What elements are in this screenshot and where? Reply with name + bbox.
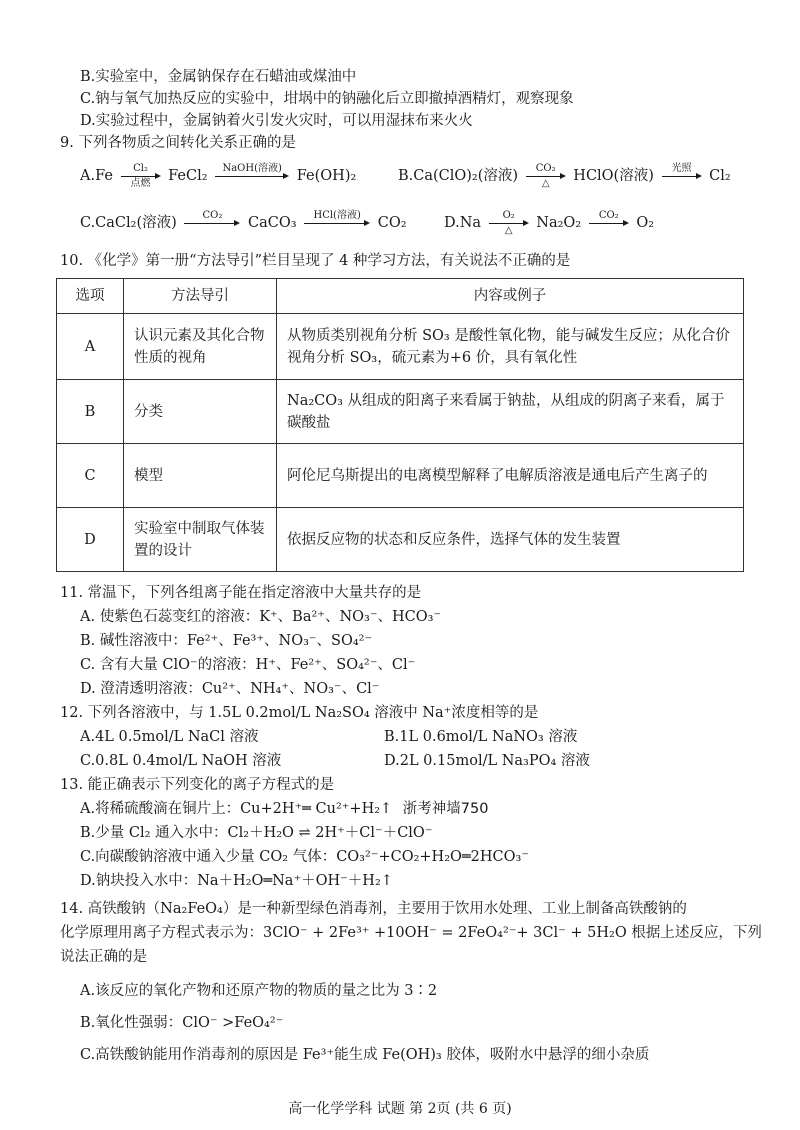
q9d-label: D.Na	[444, 215, 482, 231]
q9-option-d	[444, 212, 654, 234]
row-method: 分类	[124, 380, 277, 444]
arrow-condition: CO₂	[535, 163, 556, 174]
q12-stem: 12. 下列各溶液中，与 1.5L 0.2mol/L Na₂SO₄ 溶液中 Na⁺浓度相等的是	[60, 705, 539, 721]
table-row	[57, 508, 744, 572]
row-content: 从物质类别视角分析 SO₃ 是酸性氧化物，能与碱发生反应；从化合价视角分析 SO₃，硫元素为+6 价，具有氧化性	[277, 314, 744, 380]
arrow-condition: HCl(溶液)	[313, 210, 361, 221]
row-option: A	[57, 314, 124, 380]
table-row	[57, 444, 744, 508]
q12-option-a: A.4L 0.5mol/L NaCl 溶液	[80, 729, 259, 745]
q9d-mid: Na₂O₂	[536, 215, 582, 231]
reaction-arrow-icon	[589, 212, 629, 234]
arrow-condition: O₂	[502, 210, 515, 221]
header-method: 方法导引	[124, 279, 277, 314]
q9a-end: Fe(OH)₂	[296, 168, 357, 184]
table-row	[57, 314, 744, 380]
row-method: 认识元素及其化合物性质的视角	[124, 314, 277, 380]
q14-stem-line1: 14. 高铁酸钠（Na₂FeO₄）是一种新型绿色消毒剂，主要用于饮用水处理、工业上制备高铁酸钠的	[60, 901, 687, 917]
q8-option-d: D.实验过程中，金属钠着火引发火灾时，可以用湿抹布来火火	[80, 113, 473, 129]
arrow-condition: CO₂	[202, 210, 223, 221]
row-option: B	[57, 380, 124, 444]
row-method: 模型	[124, 444, 277, 508]
arrow-condition: △	[504, 225, 513, 236]
q13-option-d: D.钠块投入水中：Na＋H₂O═Na⁺＋OH⁻＋H₂↑	[80, 873, 393, 889]
q9c-end: CO₂	[377, 215, 407, 231]
q12-option-b: B.1L 0.6mol/L NaNO₃ 溶液	[384, 729, 578, 745]
q9b-end: Cl₂	[709, 168, 731, 184]
arrow-condition: 光照	[671, 163, 692, 174]
q9-option-a	[80, 165, 356, 187]
q11-option-b: B. 碱性溶液中：Fe²⁺、Fe³⁺、NO₃⁻、SO₄²⁻	[80, 633, 373, 649]
arrow-condition: Cl₂	[133, 163, 148, 174]
q14-stem-line3: 说法正确的是	[60, 949, 147, 965]
arrow-condition: 点燃	[130, 178, 151, 189]
row-content: 阿伦尼乌斯提出的电离模型解释了电解质溶液是通电后产生离子的	[277, 444, 744, 508]
reaction-arrow-icon	[662, 165, 702, 187]
q9-option-c	[80, 212, 407, 234]
q12-option-c: C.0.8L 0.4mol/L NaOH 溶液	[80, 753, 282, 769]
header-content: 内容或例子	[277, 279, 744, 314]
arrow-condition: NaOH(溶液)	[222, 163, 282, 174]
header-option: 选项	[57, 279, 124, 314]
reaction-arrow-icon	[215, 165, 289, 187]
table-row	[57, 380, 744, 444]
reaction-arrow-icon	[526, 165, 566, 187]
q11-option-a: A. 使紫色石蕊变红的溶液：K⁺、Ba²⁺、NO₃⁻、HCO₃⁻	[80, 609, 442, 625]
q8-option-c: C.钠与氧气加热反应的实验中，坩埚中的钠融化后立即撤掉酒精灯，观察现象	[80, 91, 574, 107]
q9c-label: C.CaCl₂(溶液)	[80, 215, 177, 231]
reaction-arrow-icon	[121, 165, 161, 187]
methods-table	[56, 278, 744, 572]
reaction-arrow-icon	[489, 212, 529, 234]
row-content: Na₂CO₃ 从组成的阳离子来看属于钠盐，从组成的阴离子来看，属于碳酸盐	[277, 380, 744, 444]
q11-option-d: D. 澄清透明溶液：Cu²⁺、NH₄⁺、NO₃⁻、Cl⁻	[80, 681, 380, 697]
row-method: 实验室中制取气体装置的设计	[124, 508, 277, 572]
row-option: D	[57, 508, 124, 572]
q11-option-c: C. 含有大量 ClO⁻的溶液：H⁺、Fe²⁺、SO₄²⁻、Cl⁻	[80, 657, 416, 673]
q9-stem: 9. 下列各物质之间转化关系正确的是	[60, 135, 296, 151]
q9a-mid: FeCl₂	[168, 168, 208, 184]
row-option: C	[57, 444, 124, 508]
q9b-mid: HClO(溶液)	[573, 168, 654, 184]
q13-option-a	[80, 798, 488, 820]
q9a-label: A.Fe	[80, 168, 113, 184]
arrow-condition: CO₂	[598, 210, 619, 221]
table-header-row	[57, 279, 744, 314]
q14-stem-line2: 化学原理用离子方程式表示为：3ClO⁻ + 2Fe³⁺ +10OH⁻ = 2FeO₄²⁻+ 3Cl⁻ + 5H₂O 根据上述反应，下列	[60, 925, 762, 941]
arrow-condition: △	[541, 178, 550, 189]
q11-stem: 11. 常温下，下列各组离子能在指定溶液中大量共存的是	[60, 585, 422, 601]
q14-option-c: C.高铁酸钠能用作消毒剂的原因是 Fe³⁺能生成 Fe(OH)₃ 胶体，吸附水中悬浮的细小杂质	[80, 1047, 650, 1063]
q9c-mid: CaCO₃	[248, 215, 297, 231]
reaction-arrow-icon	[304, 212, 370, 234]
q12-option-d: D.2L 0.15mol/L Na₃PO₄ 溶液	[384, 753, 590, 769]
q9d-end: O₂	[636, 215, 655, 231]
reaction-arrow-icon	[184, 212, 240, 234]
q13-option-a-text: A.将稀硫酸滴在铜片上：Cu+2H⁺═ Cu²⁺+H₂↑	[80, 801, 393, 817]
q13-option-b: B.少量 Cl₂ 通入水中：Cl₂＋H₂O ⇌ 2H⁺＋Cl⁻＋ClO⁻	[80, 825, 433, 841]
row-content: 依据反应物的状态和反应条件，选择气体的发生装置	[277, 508, 744, 572]
page-footer: 高一化学学科 试题 第 2页 (共 6 页)	[288, 1101, 512, 1117]
watermark-note: 浙考神墙750	[402, 801, 489, 817]
q13-stem: 13. 能正确表示下列变化的离子方程式的是	[60, 777, 335, 793]
q9-option-b	[398, 165, 731, 187]
q13-option-c: C.向碳酸钠溶液中通入少量 CO₂ 气体：CO₃²⁻+CO₂+H₂O═2HCO₃⁻	[80, 849, 529, 865]
q14-option-a: A.该反应的氧化产物和还原产物的物质的量之比为 3∶2	[80, 983, 438, 999]
q9b-label: B.Ca(ClO)₂(溶液)	[398, 168, 519, 184]
q14-option-b: B.氧化性强弱：ClO⁻ >FeO₄²⁻	[80, 1015, 284, 1031]
q8-option-b: B.实验室中，金属钠保存在石蜡油或煤油中	[80, 69, 357, 85]
q10-stem: 10. 《化学》第一册“方法导引”栏目呈现了 4 种学习方法，有关说法不正确的是	[60, 253, 571, 269]
